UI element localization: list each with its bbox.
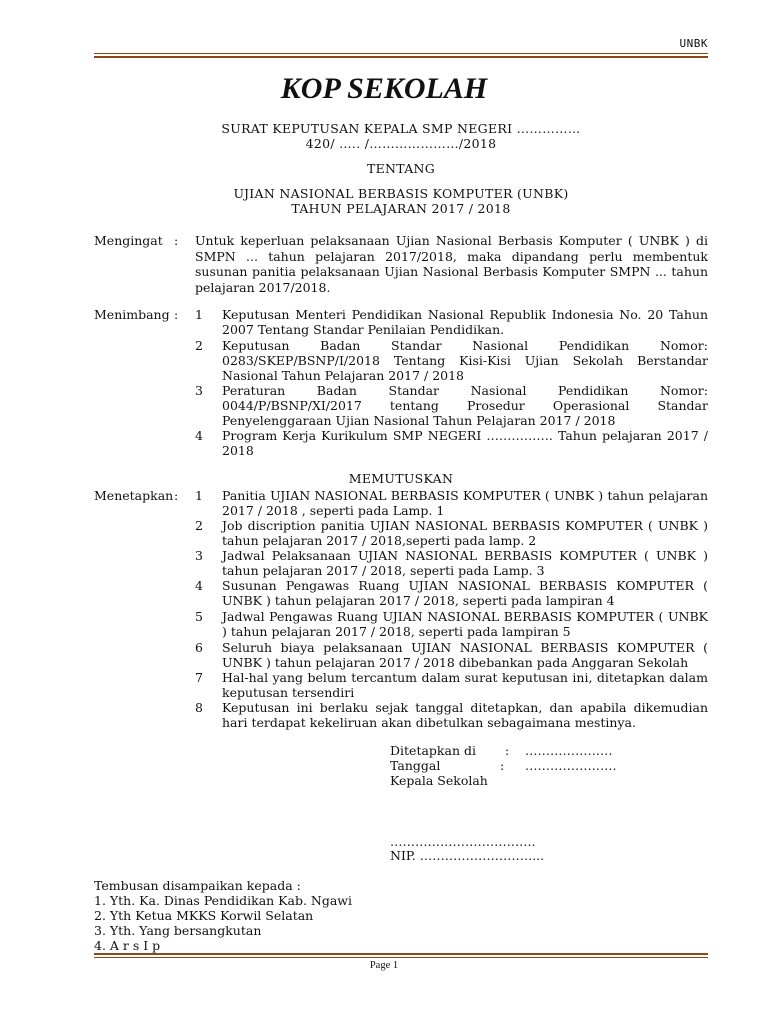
menetapkan-num-2: 2 [195, 518, 203, 533]
tembusan-item-2: 2. Yth Ketua MKKS Korwil Selatan [94, 908, 314, 923]
menetapkan-num-7: 7 [195, 670, 203, 685]
signer-nip: NIP. ………………………... [390, 848, 545, 863]
menetapkan-num-6: 6 [195, 640, 203, 655]
menetapkan-item-6: Seluruh biaya pelaksanaan UJIAN NASIONAL BERBASIS KOMPUTER ( UNBK ) tahun pelajaran 2017 / 2018 dibebankan pada Anggaran Sekolah [222, 640, 708, 670]
signer-role: Kepala Sekolah [390, 773, 488, 788]
menimbang-num-2: 2 [195, 338, 203, 353]
ditetapkan-value: ………………… [525, 743, 613, 758]
menimbang-item-3: Peraturan Badan Standar Nasional Pendidikan Nomor: 0044/P/BSNP/XI/2017 tentang Prosedur Operasional Standar Penyelenggaraan Ujian Nasional Tahun Pelajaran 2017 / 2018 [222, 383, 708, 428]
tanggal-value: …………………. [525, 758, 617, 773]
subject-line-2: TAHUN PELAJARAN 2017 / 2018 [291, 201, 511, 216]
footer-rule-thick [94, 953, 708, 955]
decree-number: 420/ ….. /…………………/2018 [305, 136, 497, 151]
tentang-heading: TENTANG [366, 161, 436, 176]
menetapkan-num-3: 3 [195, 548, 203, 563]
menetapkan-item-7: Hal-hal yang belum tercantum dalam surat keputusan ini, ditetapkan dalam keputusan tersendiri [222, 670, 708, 700]
menetapkan-num-5: 5 [195, 609, 203, 624]
menetapkan-item-8: Keputusan ini berlaku sejak tanggal ditetapkan, dan apabila dikemudian hari terdapat kekeliruan akan dibetulkan sebagaimana mestinya. [222, 700, 708, 730]
ditetapkan-label: Ditetapkan di [390, 743, 476, 758]
menetapkan-item-1: Panitia UJIAN NASIONAL BERBASIS KOMPUTER ( UNBK ) tahun pelajaran 2017 / 2018 , seperti pada Lamp. 1 [222, 488, 708, 518]
header-rule-thin [94, 53, 708, 54]
subject-line-1: UJIAN NASIONAL BERBASIS KOMPUTER (UNBK) [233, 186, 569, 201]
menetapkan-num-4: 4 [195, 578, 203, 593]
kop-sekolah-title: KOP SEKOLAH [280, 72, 488, 105]
menetapkan-item-4: Susunan Pengawas Ruang UJIAN NASIONAL BERBASIS KOMPUTER ( UNBK ) tahun pelajaran 2017 / 2018, seperti pada lampiran 4 [222, 578, 708, 608]
mengingat-colon: : [174, 233, 179, 248]
ditetapkan-colon: : [505, 743, 510, 758]
tembusan-item-1: 1. Yth. Ka. Dinas Pendidikan Kab. Ngawi [94, 893, 352, 908]
memutuskan-heading: MEMUTUSKAN [348, 471, 454, 486]
menimbang-item-1: Keputusan Menteri Pendidikan Nasional Republik Indonesia No. 20 Tahun 2007 Tentang Standar Penilaian Pendidikan. [222, 307, 708, 337]
menetapkan-num-8: 8 [195, 700, 203, 715]
menimbang-num-3: 3 [195, 383, 203, 398]
mengingat-label: Mengingat [94, 233, 163, 248]
tanggal-colon: : [500, 758, 505, 773]
mengingat-text: Untuk keperluan pelaksanaan Ujian Nasional Berbasis Komputer ( UNBK ) di SMPN ... tahun pelajaran 2017/2018, maka dipandang perlu membentuk susunan panitia pelaksanaan Ujian Nasional Berbasis Komputer SMPN ... tahun pelajaran 2017/2018. [195, 233, 708, 295]
tembusan-heading: Tembusan disampaikan kepada : [94, 878, 301, 893]
menetapkan-item-2: Job discription panitia UJIAN NASIONAL BERBASIS KOMPUTER ( UNBK ) tahun pelajaran 2017 / 2018,seperti pada lamp. 2 [222, 518, 708, 548]
header-label: UNBK [679, 37, 708, 50]
tanggal-label: Tanggal [390, 758, 441, 773]
footer-rule-thin [94, 957, 708, 958]
menetapkan-item-3: Jadwal Pelaksanaan UJIAN NASIONAL BERBASIS KOMPUTER ( UNBK ) tahun pelajaran 2017 / 2018, seperti pada Lamp. 3 [222, 548, 708, 578]
menimbang-item-2: Keputusan Badan Standar Nasional Pendidikan Nomor: 0283/SKEP/BSNP/I/2018 Tentang Kisi-Kisi Ujian Sekolah Berstandar Nasional Tahun Pelajaran 2017 / 2018 [222, 338, 708, 383]
decree-title: SURAT KEPUTUSAN KEPALA SMP NEGERI …………… [221, 121, 581, 136]
menimbang-colon: : [174, 307, 179, 322]
menetapkan-label: Menetapkan [94, 488, 174, 503]
menimbang-item-4: Program Kerja Kurikulum SMP NEGERI ……………. Tahun pelajaran 2017 / 2018 [222, 428, 708, 458]
tembusan-item-3: 3. Yth. Yang bersangkutan [94, 923, 262, 938]
header-rule-thick [94, 56, 708, 58]
menetapkan-item-5: Jadwal Pengawas Ruang UJIAN NASIONAL BERBASIS KOMPUTER ( UNBK ) tahun pelajaran 2017 / 2018, seperti pada lampiran 5 [222, 609, 708, 639]
menetapkan-num-1: 1 [195, 488, 203, 503]
menimbang-num-1: 1 [195, 307, 203, 322]
menimbang-label: Menimbang [94, 307, 170, 322]
menetapkan-colon: : [174, 488, 179, 503]
page-number: Page 1 [369, 960, 399, 971]
tembusan-item-4: 4. A r s I p [94, 938, 161, 953]
menimbang-num-4: 4 [195, 428, 203, 443]
signer-name-line: …………………………….. [390, 834, 536, 849]
